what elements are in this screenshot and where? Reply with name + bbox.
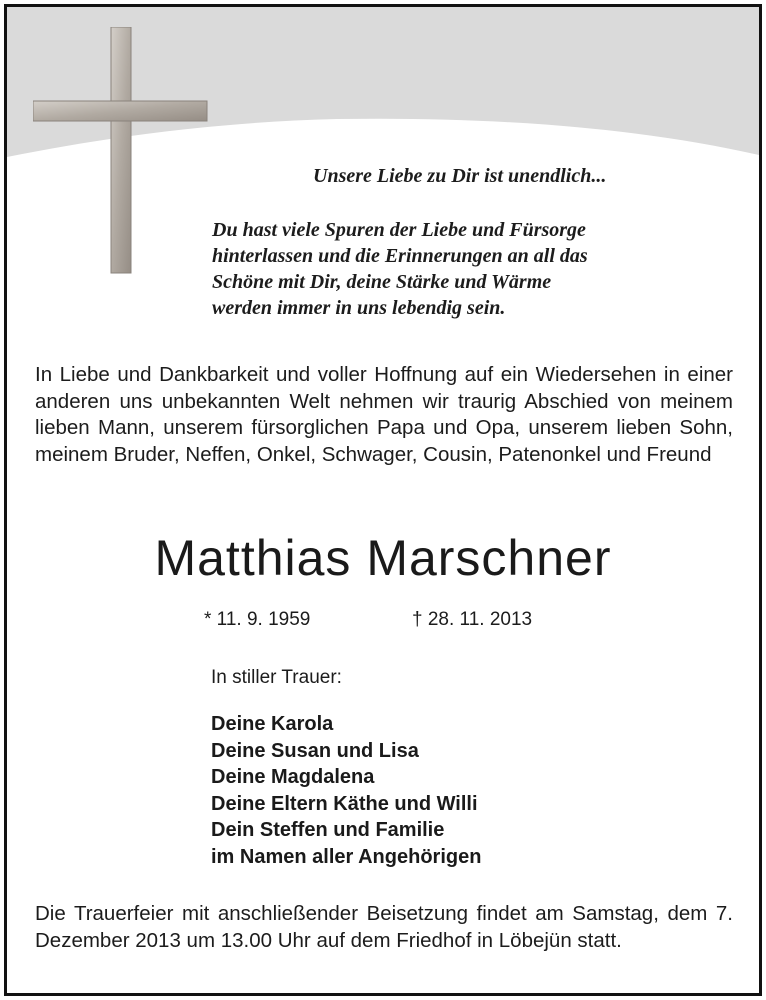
birth-date: * 11. 9. 1959	[204, 609, 311, 630]
mourning-label: In stiller Trauer:	[211, 667, 342, 688]
quote-line: werden immer in uns lebendig sein.	[212, 297, 506, 319]
quote-line: Du hast viele Spuren der Liebe und Fürsorge	[212, 219, 586, 241]
mourners-list	[211, 711, 481, 870]
quote-title: Unsere Liebe zu Dir ist unendlich...	[313, 165, 607, 187]
deceased-name: Matthias Marschner	[154, 530, 612, 586]
mourner-entry: Dein Steffen und Familie	[211, 819, 445, 841]
mourner-entry: Deine Magdalena	[211, 766, 375, 788]
obituary-notice	[4, 4, 762, 996]
mourner-entry: Deine Eltern Käthe und Willi	[211, 792, 478, 815]
quote-line: Schöne mit Dir, deine Stärke und Wärme	[212, 271, 552, 293]
mourner-entry: im Namen aller Angehörigen	[211, 845, 482, 868]
intro-paragraph: In Liebe und Dankbarkeit und voller Hoffnung auf ein Wiedersehen in einer anderen uns unbekannten Welt nehmen wir traurig Abschied von meinem lieben Mann, unserem fürsorglichen Papa und Opa, unserem lieben Sohn, meinem Bruder, Neffen, Onkel, Schwager, Cousin, Patenonkel und Freund	[35, 363, 733, 466]
death-date: † 28. 11. 2013	[412, 609, 533, 630]
cross-icon	[33, 27, 209, 275]
mourner-entry: Deine Karola	[211, 713, 334, 735]
quote-body	[212, 217, 732, 321]
funeral-notice: Die Trauerfeier mit anschließender Beisetzung findet am Samstag, dem 7. Dezember 2013 um 13.00 Uhr auf dem Friedhof in Löbejün statt.	[35, 902, 733, 952]
mourner-entry: Deine Susan und Lisa	[211, 739, 419, 762]
quote-line: hinterlassen und die Erinnerungen an all das	[212, 245, 588, 267]
